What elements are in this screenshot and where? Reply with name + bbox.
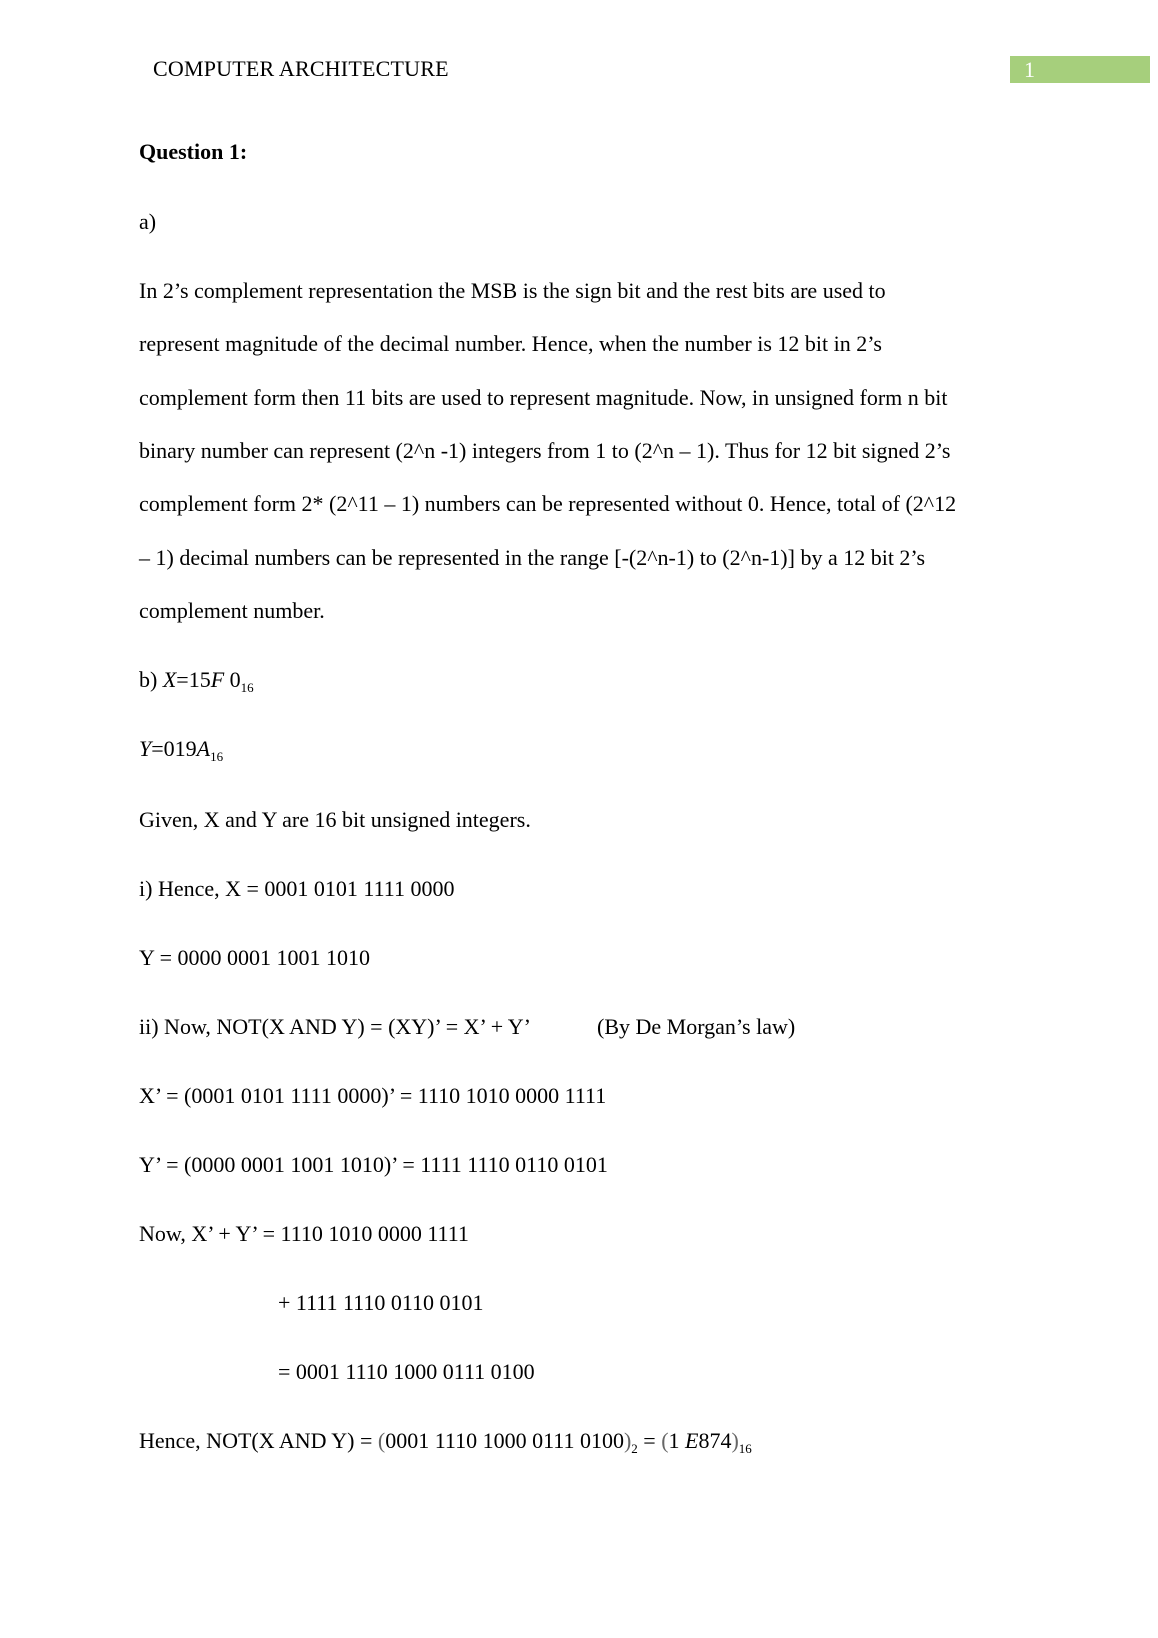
right-paren-icon: ) [731, 1428, 739, 1453]
y-prime-line: Y’ = (0000 0001 1001 1010)’ = 1111 1110 0110 0101 [139, 1152, 608, 1177]
result-hex-digit: E [685, 1428, 699, 1453]
y-value-part: 019 [163, 736, 197, 761]
part-b-y-equation [139, 735, 223, 771]
paragraph-line: In 2’s complement representation the MSB is the sign bit and the rest bits are used to [139, 278, 886, 303]
page-number-badge: 1 [1010, 56, 1150, 83]
sum-line-2: + 1111 1110 0110 0101 [278, 1290, 484, 1315]
left-paren-icon: ( [377, 1428, 386, 1453]
sum-line-3: = 0001 1110 1000 0111 0100 [278, 1359, 535, 1384]
result-binary: 0001 1110 1000 0111 0100 [385, 1428, 624, 1453]
sum-line-1: Now, X’ + Y’ = 1110 1010 0000 1111 [139, 1221, 469, 1246]
paragraph-line: complement form 2* (2^11 – 1) numbers can be represented without 0. Hence, total of (2^12 [139, 491, 957, 516]
part-b-x-equation [139, 666, 254, 702]
paragraph-line: binary number can represent (2^n -1) integers from 1 to (2^n – 1). Thus for 12 bit signed 2’s [139, 438, 951, 463]
y-equals: = [151, 736, 164, 761]
de-morgan-line [139, 1013, 795, 1041]
right-paren-icon: ) [623, 1428, 632, 1453]
paragraph-line: complement form then 11 bits are used to represent magnitude. Now, in unsigned form n bit [139, 385, 948, 410]
result-prefix: Hence, NOT(X AND Y) = [139, 1428, 378, 1453]
paragraph-line: complement number. [139, 598, 325, 623]
question-heading: Question 1: [139, 139, 248, 164]
x-equals: = [176, 667, 189, 692]
running-header-title: COMPUTER ARCHITECTURE [153, 56, 449, 81]
result-equals: = [637, 1428, 662, 1453]
x-variable: X [162, 667, 177, 692]
paragraph-line: – 1) decimal numbers can be represented in the range [-(2^n-1) to (2^n-1)] by a 12 bit 2’s [139, 545, 926, 570]
paragraph-line: represent magnitude of the decimal number. Hence, when the number is 12 bit in 2’s [139, 331, 882, 356]
part-a-label: a) [139, 209, 157, 234]
x-value-tail: 0 [229, 667, 241, 692]
de-morgan-law-note: (By De Morgan’s law) [597, 1014, 796, 1039]
result-binary-base: 2 [631, 1441, 638, 1456]
y-base-subscript: 16 [210, 749, 224, 764]
result-hex-base: 16 [738, 1441, 752, 1456]
given-statement: Given, X and Y are 16 bit unsigned integers. [139, 807, 531, 832]
result-hex-tail: 874 [698, 1428, 732, 1453]
de-morgan-expression: ii) Now, NOT(X AND Y) = (XY)’ = X’ + Y’ [139, 1014, 531, 1039]
y-value-hex-digit: A [196, 736, 211, 761]
x-value-hex-digit: F [210, 667, 225, 692]
x-binary-line: i) Hence, X = 0001 0101 1111 0000 [139, 876, 455, 901]
x-prime-line: X’ = (0001 0101 1111 0000)’ = 1110 1010 0000 1111 [139, 1083, 607, 1108]
result-hex-part: 1 [668, 1428, 680, 1453]
result-line [139, 1427, 752, 1463]
part-b-label: b) [139, 667, 158, 692]
x-value-part: 15 [188, 667, 211, 692]
y-binary-line: Y = 0000 0001 1001 1010 [139, 945, 370, 970]
x-base-subscript: 16 [240, 680, 254, 695]
y-variable: Y [139, 736, 152, 761]
left-paren-icon: ( [661, 1428, 669, 1453]
